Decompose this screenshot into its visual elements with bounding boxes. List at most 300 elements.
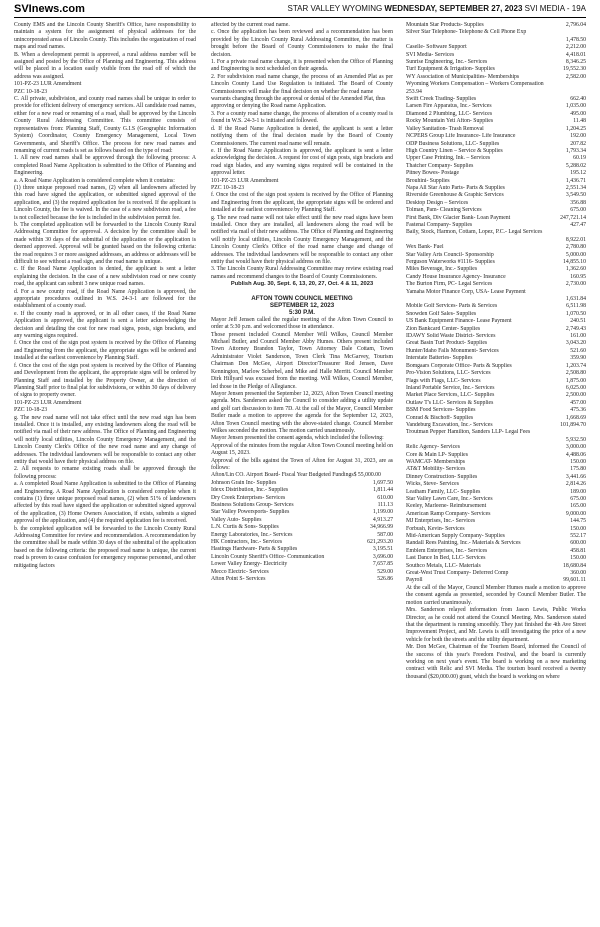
bill-row bbox=[406, 355, 586, 362]
bill-amount: 621,293.20 bbox=[367, 539, 393, 546]
column-1 bbox=[14, 22, 196, 922]
bill-row bbox=[406, 44, 586, 51]
bill-row bbox=[406, 155, 586, 162]
bill-amount: 675.00 bbox=[570, 496, 586, 502]
bill-vendor: Wex Bank- Fuel bbox=[406, 244, 444, 251]
bill-vendor: Market Place Services, LLC- Supplies bbox=[406, 392, 495, 399]
bill-amount: 7,657.85 bbox=[372, 561, 393, 568]
bill-vendor: Napa All Star Auto Parts- Parts & Supplies bbox=[406, 184, 505, 191]
bill-amount: 150.00 bbox=[570, 525, 586, 532]
bill-row bbox=[406, 118, 586, 125]
bill-row bbox=[211, 569, 393, 576]
paragraph: 101-PZ-23 LUR Amendment bbox=[14, 81, 82, 88]
bill-amount: 1,362.60 bbox=[565, 266, 586, 273]
bill-vendor: Conrad & Bischoff- Supplies bbox=[406, 414, 474, 421]
bill-vendor: The Burton Firm, PC- Legal Services bbox=[406, 281, 493, 288]
bill-vendor: Bomgaars Corporate Office- Parts & Supplies bbox=[406, 362, 512, 369]
bill-amount: 457.00 bbox=[570, 399, 586, 406]
paragraph: b. The completed application will be forwarded to the Lincoln County Rural Addressing Committee for approval. A decision by the committee shall be made within 30 days of the submittal of the application or the application is deemed approved. Approval will be granted based on the following criteria: the road requires 3 or more assigned addresses, an address or addresses will be difficult to see without a road sign, and the road name is unique. bbox=[14, 221, 196, 265]
bill-vendor: First Bank, Div Glacier Bank- Loan Payment bbox=[406, 214, 511, 221]
bill-vendor: Leatham Family, LLC- Supplies bbox=[406, 488, 481, 495]
bill-row bbox=[406, 74, 586, 81]
bill-row bbox=[406, 126, 586, 133]
bill-row bbox=[406, 252, 586, 259]
bill-vendor: Keeley, Marleene- Reimbursement bbox=[406, 503, 487, 510]
paragraph: 1. All new road names shall be approved through the following process: A completed Road Name Application is submitted to the Office of Planning and Engineering. bbox=[14, 155, 196, 177]
bill-amount: 247,721.14 bbox=[560, 214, 586, 221]
bill-vendor: SVI Media- Services bbox=[406, 51, 455, 58]
bill-amount: 175.80 bbox=[570, 466, 586, 473]
bill-vendor: Emblem Enterprises, Inc.- Services bbox=[406, 547, 488, 554]
bill-vendor: Star Valley Arts Council- Sponsorship bbox=[406, 251, 494, 258]
bill-vendor: Baily, Stock, Harmon, Cottam, Lopez, P.C.- Legal Services bbox=[406, 229, 543, 236]
bill-vendor: Silver Star Telephone- Telephone & Cell Phone Exp bbox=[406, 29, 527, 36]
bill-amount: 475.36 bbox=[570, 407, 586, 414]
bill-row bbox=[406, 422, 586, 429]
bill-row bbox=[406, 266, 586, 273]
bill-row bbox=[211, 561, 393, 568]
bill-row bbox=[211, 487, 393, 494]
bill-row bbox=[406, 511, 586, 518]
bill-vendor: Southco Metals, LLC- Materials bbox=[406, 562, 481, 569]
bill-row bbox=[406, 333, 586, 340]
bill-amount: 2,212.00 bbox=[565, 44, 586, 51]
bill-amount: 2,814.26 bbox=[565, 481, 586, 488]
bill-amount: 2,749.43 bbox=[565, 325, 586, 332]
paragraph: PZC 10-18-23 bbox=[211, 184, 245, 191]
bill-row bbox=[406, 141, 586, 148]
bill-vendor: Candy House Insurance Agency- Insurance bbox=[406, 273, 506, 280]
bill-amount: 161.00 bbox=[570, 333, 586, 340]
paragraph: warrants changing through the approval or denial of the Amended Plat, thus bbox=[211, 96, 386, 103]
bill-amount: 1,811.44 bbox=[373, 487, 393, 494]
bill-vendor: WY Association of Municipalities- Memberships bbox=[406, 73, 520, 80]
bill-row bbox=[211, 532, 393, 539]
bill-vendor: Mecco Electric- Services bbox=[211, 568, 269, 575]
bill-amount: 34,966.99 bbox=[370, 524, 393, 531]
meeting-date: SEPTEMBER 12, 2023 bbox=[269, 302, 335, 310]
paragraph: f. Once the cost of the sign post system is received by the Office of Planning and Development from the applicant, the appropriate signs will be ordered by Planning Staff and installed by the Property Owner, at the direction of Planning Staff prior to final plat for subdivisions, or within 30 days of delivery of signs to property owner. bbox=[14, 362, 196, 399]
bill-vendor: Miles Beverage, Inc.- Supplies bbox=[406, 266, 478, 273]
bill-row bbox=[406, 148, 586, 155]
paragraph: f. Once the cost of the sign post system is received by the Office of Planning and Engineering from the applicant, the appropriate signs will be ordered and installed at the earliest convenience by Planning Staff. bbox=[14, 340, 196, 362]
bill-row bbox=[211, 509, 393, 516]
bill-vendor: Energy Laboratories, Inc.- Services bbox=[211, 531, 293, 538]
bill-vendor: Flags with Flags, LLC- Services bbox=[406, 377, 481, 384]
bill-amount: 3,441.66 bbox=[565, 473, 586, 480]
bill-vendor: Great-West Trust Company- Deferred Comp bbox=[406, 570, 509, 577]
bill-row bbox=[211, 546, 393, 553]
paragraph: 3. For a county road name change, the process of alteration of a county road is found in W.S. 24-3-1 is initiated and followed. bbox=[211, 110, 393, 125]
bills-list-b bbox=[406, 22, 586, 585]
road-naming-continued bbox=[211, 22, 393, 281]
bill-row bbox=[406, 200, 586, 207]
bill-row bbox=[406, 192, 586, 199]
paragraph: c. If the Road Name Application is denied, the applicant is sent a letter explaining the decision. In the case of a new subdivision road or new county road, the applicant can submit 3 new unique road names. bbox=[14, 266, 196, 288]
bill-vendor: Dinney Construction- Supplies bbox=[406, 473, 478, 480]
bill-vendor: Hunter/Idaho Falls Monument- Services bbox=[406, 347, 499, 354]
bill-row bbox=[406, 170, 586, 177]
paragraph: (1) three unique proposed road names, (2) when all landowners affected by this road have signed the application, or submitted signed approval of the application, and (3) the required application fee is received. If the applicant is Lincoln County, the fee is waived. In the case of a new subdivision road, a fee is not collected because the fee is included in the subdivision permit fee. bbox=[14, 184, 196, 221]
bill-vendor: Mountain Star Products- Supplies bbox=[406, 22, 484, 28]
bill-vendor: NCPERS Group Life Insurance- Life Insurance bbox=[406, 133, 516, 140]
paragraph: g. The new road name will not take effect until the new road signs have been installed. Once they are installed, all landowners along the road will be notified via mail of their new address. The Office of Planning and Engineering will notify local utilities, Lincoln County Emergency Management, and the Lincoln County Clerk's Office of the road name change and change of addresses. The individual landowners will be responsible to contact any other entity that would have their physical address on file. bbox=[211, 214, 393, 265]
bill-vendor: Valley Sanitation- Trash Removal bbox=[406, 125, 484, 132]
meeting-minutes-continued bbox=[406, 585, 586, 681]
bills-list-a bbox=[211, 480, 393, 584]
bill-vendor: Thatcher Company- Supplies bbox=[406, 162, 474, 169]
bill-amount: 99,601.11 bbox=[563, 577, 586, 584]
bill-amount: 165.00 bbox=[570, 503, 586, 510]
bill-vendor: Star Valley Lawn Care, Inc.- Services bbox=[406, 496, 493, 502]
bill-row bbox=[406, 474, 586, 481]
bill-row bbox=[406, 215, 586, 222]
bill-amount: 675.00 bbox=[570, 207, 586, 214]
bill-amount: 359.90 bbox=[570, 355, 586, 362]
bill-vendor: Great Basin Turf Product- Supplies bbox=[406, 340, 488, 347]
bill-row bbox=[211, 480, 393, 487]
bill-row bbox=[406, 81, 586, 88]
bill-vendor: High Country Linen – Service & Supplies bbox=[406, 147, 503, 154]
bill-vendor: ODP Business Solutions, LLC- Supplies bbox=[406, 140, 500, 147]
bill-row bbox=[406, 318, 586, 325]
bill-amount: 1,697.50 bbox=[372, 479, 393, 486]
bill-vendor bbox=[406, 37, 409, 44]
bill-amount: 1,631.84 bbox=[565, 296, 586, 303]
bill-amount: 552.17 bbox=[570, 533, 586, 540]
bill-row bbox=[406, 96, 586, 103]
paragraph: Approval of the minutes from the regular Afton Town Council meeting held on August 15, 2023. bbox=[211, 442, 393, 457]
bill-amount: 1,436.71 bbox=[565, 177, 586, 184]
bill-amount: 19,552.30 bbox=[563, 66, 586, 73]
bill-amount: 207.82 bbox=[570, 140, 586, 147]
bill-amount: 150.00 bbox=[570, 555, 586, 562]
bill-amount: 427.47 bbox=[570, 221, 586, 228]
bill-row bbox=[406, 452, 586, 459]
bill-vendor: Riverside Greenhouse & Graphic Services bbox=[406, 192, 504, 199]
bill-vendor: Johnson Grain Inc- Supplies bbox=[211, 479, 277, 486]
bill-amount: 1,668.69 bbox=[565, 414, 586, 421]
paragraph: 101-PZ-23 LUR Amendment bbox=[211, 177, 279, 184]
bill-row bbox=[406, 518, 586, 525]
bill-amount: 195.12 bbox=[570, 170, 586, 177]
bill-vendor bbox=[406, 437, 409, 444]
bill-amount: 3,000.00 bbox=[565, 444, 586, 451]
column-3 bbox=[406, 22, 586, 922]
bill-amount: 1,793.34 bbox=[565, 147, 586, 154]
bill-vendor: Pitney Bowes- Postage bbox=[406, 170, 460, 177]
bill-amount: 2,508.80 bbox=[565, 370, 586, 377]
bill-row bbox=[406, 570, 586, 577]
bill-row bbox=[406, 555, 586, 562]
paragraph: Approval of the bills against the Town of Afton for August 31, 2023, are as follows: bbox=[211, 457, 393, 471]
bill-amount: 8,922.01 bbox=[565, 236, 586, 243]
bill-row bbox=[211, 502, 393, 509]
dateline bbox=[288, 4, 587, 13]
bill-vendor: HK Contractors, Inc.- Services bbox=[211, 539, 283, 546]
bill-vendor: 253.94 bbox=[406, 88, 422, 95]
bill-amount: 610.00 bbox=[377, 494, 393, 501]
bill-amount: 144.75 bbox=[570, 518, 586, 525]
bill-amount: 3,195.51 bbox=[372, 546, 393, 553]
bill-row bbox=[406, 526, 586, 533]
bill-vendor bbox=[406, 296, 409, 303]
paragraph: approving or denying the Road name Application. bbox=[211, 103, 327, 110]
bill-vendor: Interstate Batteries- Supplies bbox=[406, 355, 473, 362]
bill-vendor: American Ramp Company- Services bbox=[406, 510, 491, 517]
bill-row bbox=[406, 466, 586, 473]
bill-amount: 240.51 bbox=[570, 318, 586, 325]
bill-row bbox=[406, 415, 586, 422]
paragraph: 2. All requests to rename existing roads shall be approved through the following process: bbox=[14, 466, 196, 480]
bill-vendor bbox=[406, 237, 409, 244]
bill-vendor: Upper Case Printing, Ink. – Services bbox=[406, 155, 491, 162]
bill-amount: 6,025.00 bbox=[565, 384, 586, 391]
bill-row bbox=[406, 429, 586, 436]
bill-vendor: Wyoming Workers Compensation – Workers Compensation bbox=[406, 81, 544, 88]
bill-vendor: Forbush, Kevin- Services bbox=[406, 525, 465, 532]
column-2 bbox=[211, 22, 393, 922]
bill-row bbox=[406, 489, 586, 496]
bill-row bbox=[406, 237, 586, 244]
bill-vendor: Relic Agency- Services bbox=[406, 444, 460, 451]
bill-vendor: Lincoln County Sheriff's Office- Communication bbox=[211, 553, 325, 560]
bill-vendor: Hastings Hardware- Parts & Supplies bbox=[211, 546, 298, 553]
bill-vendor: Sunrise Engineering, Inc.- Services bbox=[406, 59, 488, 66]
bill-row bbox=[406, 481, 586, 488]
bill-amount: 2,780.80 bbox=[565, 244, 586, 251]
bill-row bbox=[406, 37, 586, 44]
bill-amount: 2,551.34 bbox=[565, 184, 586, 191]
bill-row bbox=[406, 59, 586, 66]
page-header bbox=[14, 3, 586, 16]
bill-amount: 5,288.02 bbox=[565, 162, 586, 169]
bill-row bbox=[406, 22, 586, 29]
bill-amount: 189.00 bbox=[570, 488, 586, 495]
dateline-location: STAR VALLEY WYOMING bbox=[287, 4, 383, 13]
bill-row bbox=[406, 296, 586, 303]
bill-row bbox=[406, 437, 586, 444]
bill-row bbox=[406, 385, 586, 392]
bill-vendor: Diamond 2 Plumbing, LLC- Services bbox=[406, 110, 493, 117]
bill-vendor: Outlaw T's LLC- Services & Supplies bbox=[406, 399, 494, 406]
paragraph: PZC 10-18-23 bbox=[14, 88, 48, 95]
bill-row bbox=[406, 577, 586, 584]
bill-amount: 8,346.25 bbox=[565, 59, 586, 66]
bill-row bbox=[406, 370, 586, 377]
bill-vendor: Vandeburg Excavation, Inc.- Services bbox=[406, 421, 493, 428]
bill-amount: 6,511.98 bbox=[566, 303, 586, 310]
bill-vendor: Fastenal Company- Supplies bbox=[406, 221, 473, 228]
bill-amount: 2,730.00 bbox=[565, 281, 586, 288]
bill-amount: 662.40 bbox=[570, 96, 586, 103]
bill-amount: 526.86 bbox=[377, 576, 393, 583]
bill-row bbox=[406, 407, 586, 414]
paragraph: B. When a development permit is approved, a rural address number will be assigned and posted by the Office of Planning and Engineering. This address will be placed in a location easily visible from the road off of which the address was assigned. bbox=[14, 51, 196, 80]
paragraph: 2. For subdivision road name change, the process of an Amended Plat as per Lincoln County Land Use Regulation is initiated. The Board of County Commissioners will make the final decision on whether the road name bbox=[211, 73, 393, 95]
bill-row bbox=[211, 495, 393, 502]
bill-amount: 160.95 bbox=[570, 273, 586, 280]
bill-row bbox=[211, 576, 393, 583]
bill-vendor: Larsen Fire Apparatus, Inc.- Services bbox=[406, 103, 492, 110]
bill-vendor: IDAWY Solid Waste District- Services bbox=[406, 333, 496, 340]
bill-amount: 3,549.50 bbox=[565, 192, 586, 199]
bill-amount: 3,696.00 bbox=[372, 553, 393, 560]
bill-vendor: Lower Valley Energy- Electricity bbox=[211, 561, 288, 568]
meeting-time: 5:30 P.M. bbox=[288, 309, 316, 317]
bill-amount: 9,000.00 bbox=[565, 510, 586, 517]
bill-amount: 11.48 bbox=[573, 118, 586, 125]
bill-amount: 1,203.74 bbox=[565, 362, 586, 369]
bill-row bbox=[406, 326, 586, 333]
bill-vendor: Tolman, Pam- Cleaning Services bbox=[406, 207, 482, 214]
bill-vendor: Turf Equipment & Irrigation- Supplies bbox=[406, 66, 495, 73]
bill-row bbox=[406, 378, 586, 385]
bill-row bbox=[211, 539, 393, 546]
bill-vendor: Core & Main LP- Supplies bbox=[406, 451, 468, 458]
bill-row bbox=[406, 289, 586, 296]
bill-row bbox=[406, 89, 586, 96]
bill-vendor: Idexx Distribution, Inc.- Supplies bbox=[211, 487, 289, 494]
paragraph: Mrs. Sanderson relayed information from Jason Lewis, Public Works Director, as he could not attend the Council Meeting. Mrs. Sanderson stated that the department is running smoothly. They just finished the 4th Ave Street Improvement Project, and Mr. Lewis is still investigating the price of a new vehicle for both the streets and the utility department. bbox=[406, 607, 586, 643]
bill-row bbox=[406, 533, 586, 540]
bills-heading: Afton/Lin CO. Airport Board- Fiscal Year Budgeted Fundings$ 55,000.00 bbox=[211, 472, 381, 479]
bill-vendor: Yamaha Motor Finance Corp, USA- Lease Payment bbox=[406, 288, 526, 295]
bill-row bbox=[406, 348, 586, 355]
bill-amount: 1,199.00 bbox=[372, 509, 393, 516]
dateline-date: WEDNESDAY, SEPTEMBER 27, 2023 bbox=[384, 4, 523, 13]
bill-row bbox=[406, 548, 586, 555]
bill-amount: 2,500.00 bbox=[565, 392, 586, 399]
publish-notice: Publish Aug. 30, Sept. 6, 13, 20, 27, Oct. 4 & 11, 2023 bbox=[230, 281, 374, 288]
bill-row bbox=[406, 563, 586, 570]
bill-vendor: L.N. Curtis & Sons- Supplies bbox=[211, 524, 279, 531]
bill-row bbox=[211, 524, 393, 531]
paragraph: Mayor Jensen presented the consent agenda, which included the following: bbox=[211, 435, 384, 442]
paragraph: Mr. Don McGee, Chairman of the Tourism Board, informed the Council of the success of this year's Freedom Festival, and the board is currently working on next year's event. The board is working on a new marketing contract with Relic and SVI Media. The tourism board received a twenty thousand ($20,000.00) grant, which the board is working on where bbox=[406, 644, 586, 680]
bill-amount: 2,582.00 bbox=[565, 73, 586, 80]
bill-amount: 5,000.00 bbox=[565, 251, 586, 258]
paragraph: g. The new road name will not take effect until the new road sign has been installed. Once it is installed, any existing landowners along the road will be notified via mail of their new address. The Office of Planning and Engineering will notify local utilities, Lincoln County Emergency Management, and the Lincoln County Clerk's Office of the new road name and any change of addresses. The individual landowners will be responsible to contact any other entity that would have their physical address on file. bbox=[14, 414, 196, 465]
bill-amount: 356.88 bbox=[570, 199, 586, 206]
bill-row bbox=[406, 392, 586, 399]
bill-amount: 458.81 bbox=[570, 547, 586, 554]
bill-row bbox=[406, 244, 586, 251]
bill-vendor: Ferguson Waterworks #1116- Supplies bbox=[406, 259, 495, 265]
bill-amount: 600.00 bbox=[570, 540, 586, 547]
bill-vendor: US Bank Equipment Finance- Lease Payment bbox=[406, 318, 512, 325]
bill-amount: 60.19 bbox=[573, 155, 586, 162]
bill-vendor: Mid-American Supply Company- Supplies bbox=[406, 533, 505, 540]
bill-amount: 529.00 bbox=[377, 568, 393, 575]
paragraph: a. A completed Road Name Application is submitted to the Office of Planning and Engineering. A Road Name Application is considered complete when it contains (1) three unique proposed road names, (2) when 51% of landowners affected by this road have signed the application or submitted signed approval of the application, (3) Home Owners Association, if exists, submits a signed approval of the application, and (4) the required application fee is received. bbox=[14, 481, 196, 525]
bill-amount: 1,875.00 bbox=[565, 377, 586, 384]
bill-vendor: Rocky Mountain Yeti Afton- Supplies bbox=[406, 118, 494, 125]
paragraph: PZC 10-18-23 bbox=[14, 407, 48, 414]
bill-amount: 3,043.20 bbox=[565, 340, 586, 347]
bill-row bbox=[406, 111, 586, 118]
bill-vendor: Last Dance In Bed, LLC- Services bbox=[406, 555, 486, 562]
paragraph: c. Once the application has been reviewed and a recommendation has been provided by the Lincoln County Rural Addressing Committee, the matter is brought before the Board of County Commissioners to make the final decision. bbox=[211, 29, 393, 58]
bill-amount: 360.00 bbox=[570, 570, 586, 577]
bill-row bbox=[406, 400, 586, 407]
bill-row bbox=[406, 281, 586, 288]
bill-row bbox=[406, 29, 586, 36]
bill-amount: 18,680.84 bbox=[563, 562, 586, 569]
bill-amount: 192.00 bbox=[570, 133, 586, 140]
paragraph: 3. The Lincoln County Rural Addressing Committee may review existing road names and recommend changes to the Board of County Commissioners. bbox=[211, 266, 393, 280]
paragraph: County EMS and the Lincoln County Sheriff's Office, have responsibility to maintain a system for the assignment of physical addresses for the unincorporated areas of Lincoln County. This includes the organization of road maps and road names. bbox=[14, 22, 196, 51]
paragraph: e. If the county road is approved, or in all other cases, if the Road Name Application is approved, the applicant is sent a letter acknowledging the decision and detailing the cost for new road signs, posts, sign brackets, and any warning signs required. bbox=[14, 310, 196, 340]
paragraph: C. All private, subdivision, and county road names shall be unique in order to provide for efficient delivery of emergency services. All candidate road names, either for a new road or renaming of a road, shall be approved by the Lincoln County Rural Addressing Committee. This committee consists of representatives from: Planning Staff, County G.I.S (Geographic Information System) Coordinator, County Emergency Management, Local Town Governments, and Sheriff's Office. The process for new road names and renaming of current roads is set as follows based on the type of road: bbox=[14, 96, 196, 154]
bill-row bbox=[406, 133, 586, 140]
bill-vendor: Brouhini- Supplies bbox=[406, 177, 450, 184]
bill-row bbox=[406, 540, 586, 547]
bill-amount: 1,035.00 bbox=[565, 103, 586, 110]
dateline-section: SVI MEDIA - 19A bbox=[524, 4, 586, 13]
paragraph: 1. For a private road name change, it is presented when the Office of Planning and Engineering is next scheduled on their agenda. bbox=[211, 59, 393, 73]
bill-vendor: Troutman Pepper Hamilton, Sanders LLP- Legal Fees bbox=[406, 429, 531, 436]
bill-row bbox=[406, 163, 586, 170]
bill-amount: 2,796.04 bbox=[565, 22, 586, 28]
bill-row bbox=[406, 340, 586, 347]
bill-row bbox=[406, 229, 586, 236]
paragraph: b. the completed application will be forwarded to the Lincoln County Rural Addressing Committee for review and recommendation. A recommendation by the committee shall be made within 30 days of the submittal of the application based on the following criteria: the proposed road name is unique, the current road is proven to cause confusion for emergency response personnel, and other mitigating factors bbox=[14, 525, 196, 569]
bill-vendor: Dry Creek Enterprises- Services bbox=[211, 494, 286, 501]
bill-row bbox=[406, 274, 586, 281]
bill-vendor: Zion Bankcard Center- Supplies bbox=[406, 325, 481, 332]
paragraph: e. If the Road Name Application is approved, the applicant is sent a letter acknowledging the decision. A request for cost of sign posts, sign brackets and road sign blades, and any warning signs required will be contained in the approval letter. bbox=[211, 147, 393, 177]
bill-amount: 4,418.01 bbox=[565, 51, 586, 58]
bill-vendor: MJ Enterprises, Inc.- Services bbox=[406, 518, 476, 525]
bill-row bbox=[406, 444, 586, 451]
site-name: SVInews.com bbox=[14, 3, 85, 15]
paragraph: Those present included Council Member Will Wilkes, Council Member Michael Butler, and Council Member Abby Humes. Others present included Town Attorney Brandon Taylor, Town Attorney Dale Cottam, Town Administrator Violet Sanderson, Town Clerk Tina McGarvey, Tourism Chairman Don McGee, Airport Director/Treasurer Rod Jensen, Dave Kennington, Marlow Scherbel, and Mike and Halle Merritt. Council Member Dirk Hillyard was excused from the meeting. Will Wilkes, Council Member, led those in the Pledge of Allegiance. bbox=[211, 331, 393, 390]
bill-row bbox=[406, 52, 586, 59]
bill-amount: 587.00 bbox=[377, 531, 393, 538]
bill-row bbox=[406, 503, 586, 510]
bill-row bbox=[406, 259, 586, 266]
bill-amount: 111.13 bbox=[377, 502, 393, 508]
bill-row bbox=[406, 496, 586, 503]
bill-amount: 521.60 bbox=[570, 347, 586, 354]
meeting-minutes bbox=[211, 317, 393, 473]
bill-row bbox=[406, 303, 586, 310]
bill-vendor: Snowden Golf Sales- Supplies bbox=[406, 310, 477, 317]
bill-row bbox=[406, 103, 586, 110]
bill-amount: 14,855.10 bbox=[563, 259, 586, 265]
bill-amount: 150.00 bbox=[570, 458, 586, 465]
bill-row bbox=[406, 207, 586, 214]
paragraph: f. Once the cost of the sign post system is received by the Office of Planning and Engineering from the applicant, the appropriate signs will be ordered and installed at the earliest convenience by Planning Staff. bbox=[211, 192, 393, 214]
bill-vendor: Business Solutions Group- Services bbox=[211, 502, 294, 508]
bill-row bbox=[406, 459, 586, 466]
paragraph: Mayor Jeff Jensen called the regular meeting of the Afton Town Council to order at 5:30 p.m. and welcomed those in attendance. bbox=[211, 316, 393, 331]
bill-vendor: Afton Point S- Services bbox=[211, 576, 266, 583]
bill-vendor: BSM Food Services- Supplies bbox=[406, 407, 476, 414]
bill-vendor: Mobile Golf Services- Parts & Services bbox=[406, 303, 498, 310]
bill-amount: 101,894.70 bbox=[560, 421, 586, 428]
bill-row bbox=[211, 554, 393, 561]
paragraph: a. A Road Name Application is considered complete when it contains: bbox=[14, 177, 175, 184]
bill-vendor: Valley Auto- Supplies bbox=[211, 516, 262, 523]
paragraph: d. For a new county road, if the Road Name Application is approved, the appropriate procedures outlined in W.S. 24-3-1 are followed for the establishment of a county road. bbox=[14, 288, 196, 310]
bill-row bbox=[406, 66, 586, 73]
bill-row bbox=[406, 363, 586, 370]
bill-vendor: WAMCAT- Memberships bbox=[406, 458, 466, 465]
bill-row bbox=[406, 222, 586, 229]
paragraph: At the call of the Mayor, Council Member Humes made a motion to approve the consent agenda as presented, seconded by Council Member Butler. The motion carried unanimously. bbox=[406, 584, 586, 606]
